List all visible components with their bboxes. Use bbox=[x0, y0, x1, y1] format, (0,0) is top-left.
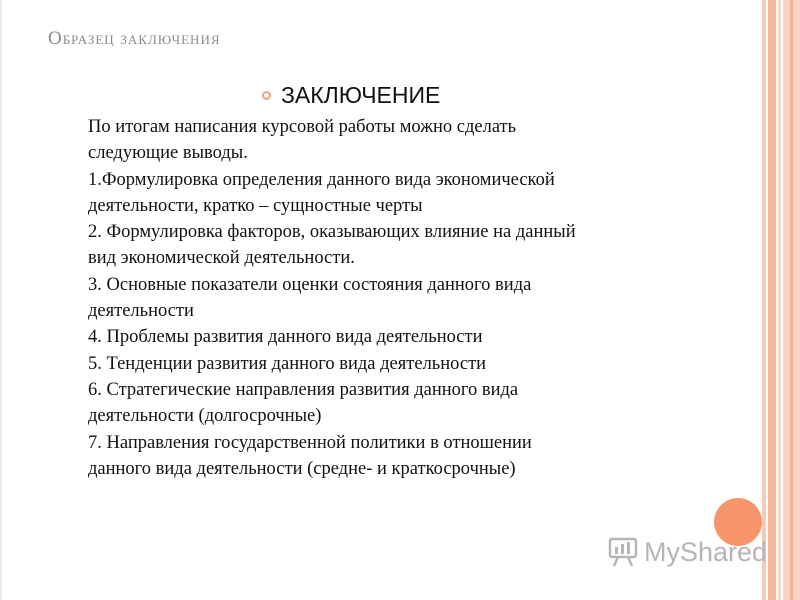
body-line: 2. Формулировка факторов, оказывающих влияние на данный bbox=[88, 222, 576, 243]
decorative-stripe bbox=[762, 0, 766, 600]
body-line: 4. Проблемы развития данного вида деятельности bbox=[88, 327, 483, 348]
decorative-stripe bbox=[768, 0, 776, 600]
watermark-text: MyShared bbox=[644, 536, 768, 567]
body-line: 3. Основные показатели оценки состояния данного вида bbox=[88, 274, 532, 295]
section-heading: ЗАКЛЮЧЕНИЕ bbox=[281, 82, 441, 108]
body-line: 6. Стратегические направления развития данного вида bbox=[88, 379, 519, 400]
slide-left-edge bbox=[0, 0, 2, 600]
watermark[interactable] bbox=[606, 536, 767, 568]
body-line: деятельности, кратко – сущностные черты bbox=[88, 195, 423, 216]
decorative-stripe bbox=[790, 0, 793, 600]
heading-bullet-row bbox=[262, 82, 440, 109]
body-line: деятельности bbox=[88, 301, 194, 322]
myshared-logo-icon bbox=[606, 536, 640, 568]
body-line: данного вида деятельности (средне- и краткосрочные) bbox=[88, 458, 516, 479]
body-line: 7. Направления государственной политики в отношении bbox=[88, 432, 532, 453]
body-line: деятельности (долгосрочные) bbox=[88, 406, 322, 427]
body-line: следующие выводы. bbox=[88, 143, 248, 164]
decorative-stripe bbox=[778, 0, 781, 600]
body-line: 1.Формулировка определения данного вида экономической bbox=[88, 169, 555, 190]
slide-title: Образец заключения bbox=[48, 28, 221, 49]
body-line: 5. Тенденции развития данного вида деятельности bbox=[88, 353, 487, 374]
body-line: вид экономической деятельности. bbox=[88, 248, 355, 269]
circle-bullet-icon bbox=[262, 91, 271, 100]
body-line: По итогам написания курсовой работы можно сделать bbox=[88, 117, 517, 137]
conclusion-body bbox=[88, 114, 708, 482]
